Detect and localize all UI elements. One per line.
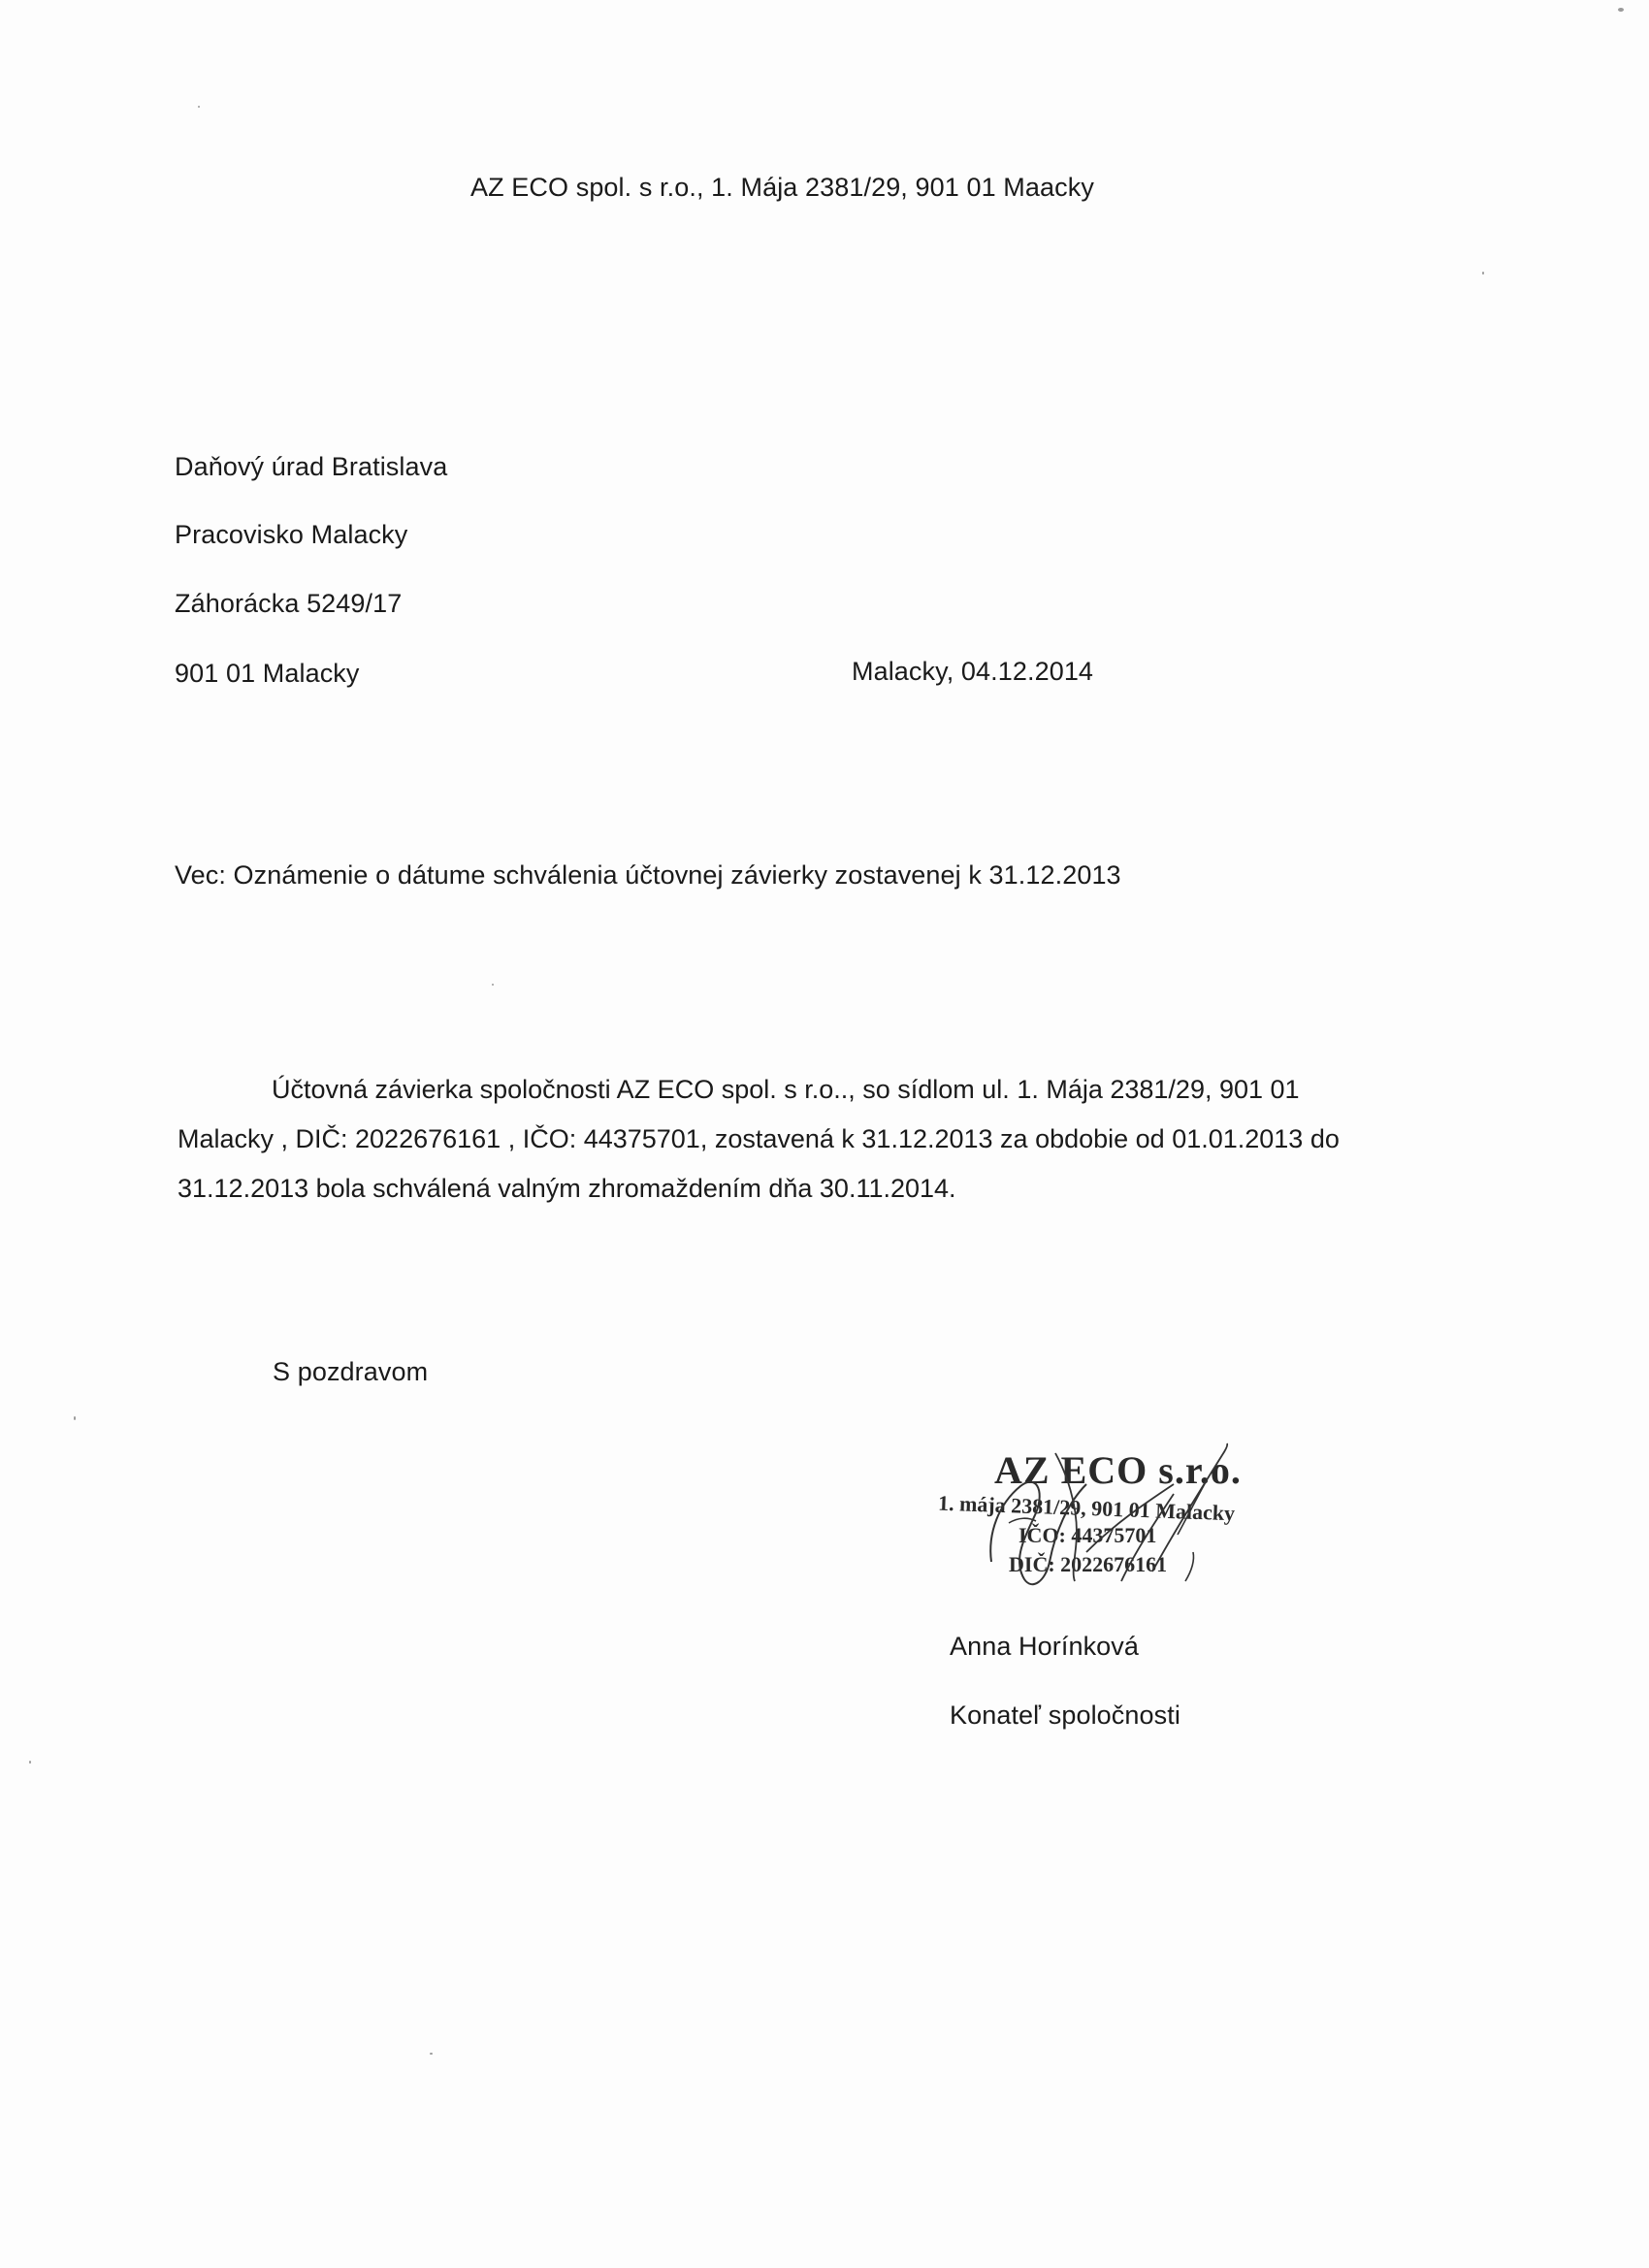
stamp-ico: IČO: 44375701 [1018,1523,1157,1547]
sender-header: AZ ECO spol. s r.o., 1. Mája 2381/29, 901 01 Maacky [470,173,1094,202]
body-line: Účtovná závierka spoločnosti AZ ECO spol. s r.o.., so sídlom ul. 1. Mája 2381/29, 901 01 [272,1075,1300,1104]
recipient-line-city: 901 01 Malacky [175,659,360,688]
stamp-company-name: AZ ECO s.r.o. [994,1448,1242,1492]
scan-speck [1618,8,1624,12]
recipient-line-street: Záhorácka 5249/17 [175,589,403,618]
scan-speck [198,106,200,108]
scan-speck [74,1416,76,1420]
body-paragraph [178,1065,1390,1214]
closing-greeting: S pozdravom [273,1357,429,1386]
recipient-line-branch: Pracovisko Malacky [175,520,408,549]
handwritten-signature [931,1416,1280,1630]
recipient-line-office: Daňový úrad Bratislava [175,452,448,481]
stamp-address: 1. mája 2381/29, 901 01 Malacky [937,1490,1236,1526]
signer-role: Konateľ spoločnosti [950,1701,1180,1730]
scan-speck [492,984,494,986]
subject-line: Vec: Oznámenie o dátume schválenia účtovnej závierky zostavenej k 31.12.2013 [175,860,1121,890]
scan-speck [430,2053,433,2055]
signer-name: Anna Horínková [950,1632,1140,1661]
body-line: 31.12.2013 bola schválená valným zhromaždením dňa 30.11.2014. [178,1174,956,1203]
stamp-dic: DIČ: 2022676161 [1009,1552,1168,1576]
body-line: Malacky , DIČ: 2022676161 , IČO: 44375701, zostavená k 31.12.2013 za obdobie od 01.01.2013 do [178,1124,1340,1153]
place-and-date: Malacky, 04.12.2014 [852,657,1094,686]
scan-speck [1482,272,1484,275]
company-stamp [931,1416,1280,1630]
scan-speck [29,1761,31,1764]
